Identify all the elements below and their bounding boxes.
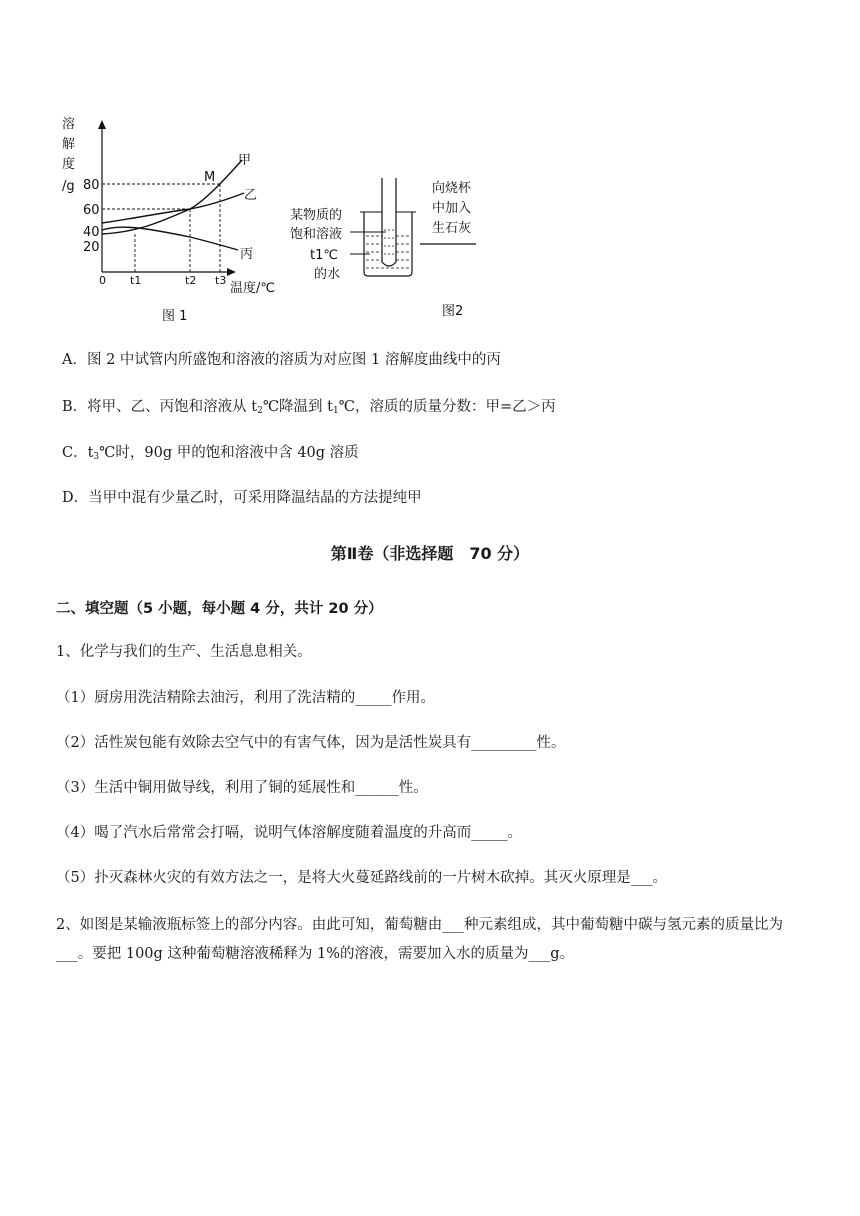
option-b-sub-2: 1 — [332, 406, 339, 416]
option-c-text-2: ℃时，90g 甲的饱和溶液中含 40g 溶质 — [99, 445, 359, 461]
option-b-sub-1: 2 — [257, 406, 263, 416]
q1-item-5: （5）扑灭森林火灾的有效方法之一，是将大火蔓延路线前的一片树木砍掉。其灭火原理是___。 — [56, 870, 667, 886]
y-axis-arrow — [98, 120, 106, 129]
option-b — [62, 397, 556, 421]
guide-lines — [102, 184, 220, 272]
label-bing: 丙 — [240, 247, 254, 262]
x-axis-label: 温度/℃ — [230, 281, 275, 296]
part-title: 二、填空题（5 小题，每小题 4 分，共计 20 分） — [56, 601, 383, 617]
figure1 — [62, 116, 275, 324]
x-tick-t2: t2 — [185, 274, 197, 287]
figure1-caption: 图 1 — [162, 309, 188, 324]
section-title: 第Ⅱ卷（非选择题 70 分） — [330, 544, 530, 563]
option-c — [62, 443, 359, 467]
option-a: A．图 2 中试管内所盛饱和溶液的溶质为对应图 1 溶解度曲线中的丙 — [62, 352, 501, 368]
arrow-label-2: 中加入 — [432, 201, 472, 216]
y-tick-60: 60 — [83, 203, 100, 218]
fig2-label-4: 的水 — [314, 267, 341, 282]
figure2-caption: 图2 — [442, 304, 464, 319]
q2-text: 2、如图是某输液瓶标签上的部分内容。由此可知，葡萄糖由___种元素组成，其中葡萄糖中碳与氢元素的质量比为___。要把 100g 这种葡萄糖溶液稀释为 1%的溶液，需要加入水的质量为___g。 — [56, 917, 783, 962]
label-jia: 甲 — [238, 153, 252, 168]
x-tick-t3: t3 — [215, 274, 227, 287]
label-yi: 乙 — [244, 188, 258, 203]
fig2-label-1: 某物质的 — [290, 208, 343, 223]
y-axis-label-1: 溶 — [62, 117, 76, 132]
option-c-sub: 3 — [93, 452, 100, 462]
curve-jia — [102, 160, 242, 234]
q1-item-3: （3）生活中铜用做导线，利用了铜的延展性和______性。 — [56, 780, 428, 796]
figure-area — [56, 112, 476, 326]
arrow-label-1: 向烧杯 — [432, 181, 472, 196]
option-c-text-1: C．t — [62, 445, 94, 461]
y-tick-40: 40 — [83, 225, 100, 240]
x-axis-arrow — [227, 268, 236, 276]
option-b-text-2: ℃降温到 t — [262, 399, 333, 415]
figure-svg — [56, 112, 476, 326]
point-m-label: M — [204, 170, 216, 185]
curve-bing — [102, 227, 238, 250]
y-axis-label-2: 解 — [62, 137, 76, 152]
left-test-tube — [382, 178, 396, 266]
fig2-label-3: t1℃ — [310, 248, 338, 263]
option-b-text-1: B．将甲、乙、丙饱和溶液从 t — [62, 399, 258, 415]
y-axis-label-3: 度 — [62, 157, 76, 172]
figure2 — [290, 178, 476, 319]
arrow-label-3: 生石灰 — [432, 221, 472, 236]
x-tick-0: 0 — [99, 274, 106, 287]
y-tick-80: 80 — [83, 178, 100, 193]
y-tick-20: 20 — [83, 240, 100, 255]
q1-item-4: （4）喝了汽水后常常会打嗝，说明气体溶解度随着温度的升高而_____。 — [56, 825, 522, 841]
curve-yi — [102, 193, 244, 223]
y-axis-label-4: /g — [62, 179, 75, 194]
option-d: D．当甲中混有少量乙时，可采用降温结晶的方法提纯甲 — [62, 490, 422, 506]
q1-stem: 1、化学与我们的生产、生活息息相关。 — [56, 644, 312, 660]
x-tick-t1: t1 — [130, 274, 142, 287]
q1-item-1: （1）厨房用洗洁精除去油污，利用了洗洁精的_____作用。 — [56, 690, 435, 706]
fig2-label-2: 饱和溶液 — [290, 227, 343, 242]
q1-item-2: （2）活性炭包能有效除去空气中的有害气体，因为是活性炭具有_________性。 — [56, 735, 566, 751]
option-b-text-3: ℃，溶质的质量分数：甲=乙＞丙 — [338, 399, 556, 415]
